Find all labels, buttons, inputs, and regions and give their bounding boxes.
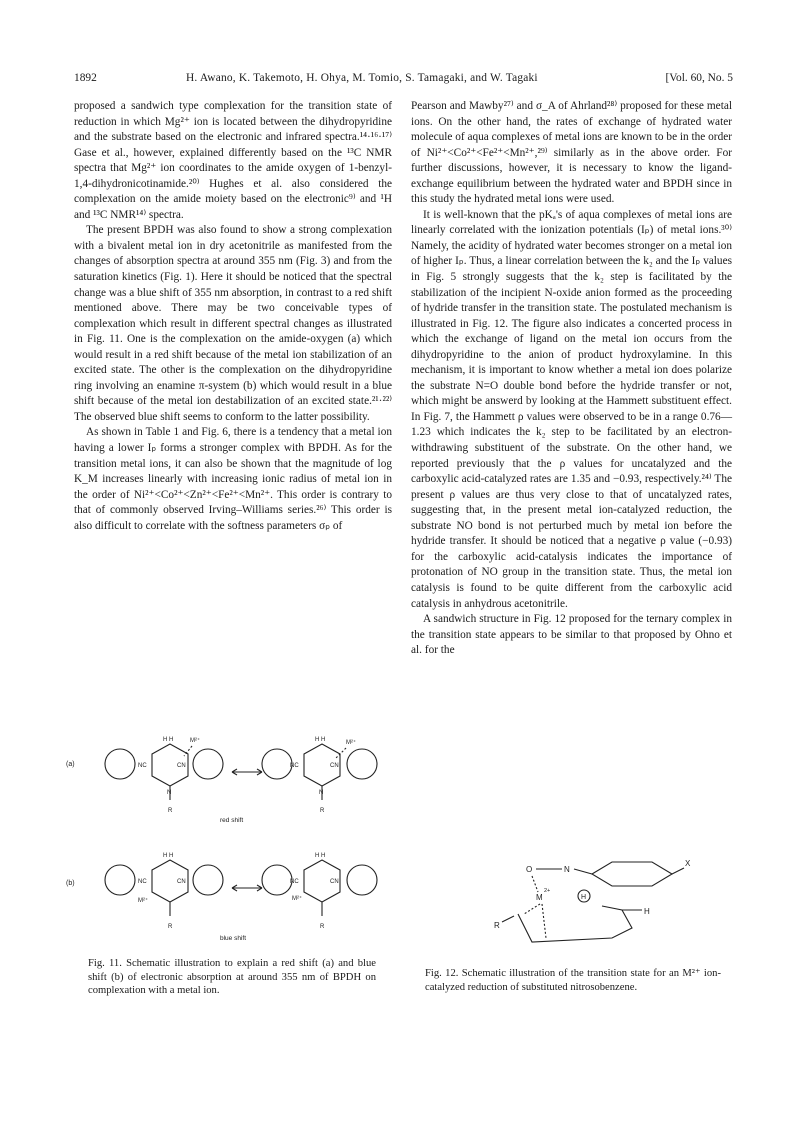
right-paragraph-3: A sandwich structure in Fig. 12 proposed for the ternary complex in the transition state appears to be similar to that proposed by Ohno et al. for the — [411, 613, 732, 657]
fig12-r: R — [494, 921, 500, 930]
fig12-dihydropyridine-ring — [518, 906, 632, 942]
fig11b-left-nc: NC — [138, 879, 147, 885]
fig12-h: H — [644, 907, 650, 916]
fig11b-left-cn: CN — [177, 879, 186, 885]
figure-11-diagram — [62, 737, 397, 947]
fig11a-right-cn: CN — [330, 763, 339, 769]
fig11a-right-n: N — [319, 790, 324, 796]
fig11-label-a: (a) — [66, 761, 75, 768]
fig11a-left-pyrrolidine-2 — [193, 749, 223, 779]
fig11b-right-pyrrolidine — [262, 865, 292, 895]
fig11a-left-hh: H H — [163, 737, 174, 743]
fig12-hydride-h: H — [581, 894, 587, 901]
left-paragraph-1: proposed a sandwich type complexation for the transition state of reduction in which Mg²⁺ ion is located between the dihydropyridine and the substrate based on the electronic and infrared spectra.¹⁴·¹⁶·¹⁷⁾ Gase et al., however, explained differently based on the ¹³C NMR spectra that Mg²⁺ ion coordinates to the amide oxygen of 1-benzyl-1,4-dihydronicotinamide.²⁰⁾ Hughes et al. also considered the complexation on the amide moiety based on the electronic⁹⁾ and ¹H and ¹³C NMR¹⁴⁾ spectra. — [74, 100, 392, 221]
header-authors: H. Awano, K. Takemoto, H. Ohya, M. Tomio, S. Tamagaki, and W. Tagaki — [186, 72, 538, 84]
fig11-red-shift-label: red shift — [220, 817, 244, 824]
fig11b-right-cn: CN — [330, 879, 339, 885]
fig11b-left-metal: M²⁺ — [138, 898, 149, 904]
fig11b-left-pyrrolidine — [105, 865, 135, 895]
fig11a-left-cn: CN — [177, 763, 186, 769]
fig11a-left-metal: M²⁺ — [190, 738, 201, 744]
fig11b-left-hh: H H — [163, 853, 174, 859]
fig11a-right-r: R — [320, 808, 325, 814]
fig12-o: O — [526, 865, 533, 874]
figure-12-caption: Fig. 12. Schematic illustration of the transition state for an M²⁺ ion-catalyzed reduction of substituted nitrosobenzene. — [425, 968, 721, 993]
header-journal: [Vol. 60, No. 5 — [665, 72, 733, 84]
right-paragraph-1: Pearson and Mawby²⁷⁾ and σ_A of Ahrland²⁸⁾ proposed for these metal ions. On the other hand, the rates of exchange of hydrated water molecule of aqua complexes of metal ions are known to be in the order of Ni²⁺<Co²⁺<Fe²⁺<Mn²⁺,²⁹⁾ similarly as in the above order. For further discussions, however, it is necessary to know the ligand-exchange equilibrium between the hydrated water and BPDH since in this study the hydrated metal ions were used. — [411, 100, 732, 206]
fig12-charge: 2+ — [544, 888, 551, 894]
fig11b-right-r: R — [320, 924, 325, 930]
left-paragraph-3: As shown in Table 1 and Fig. 6, there is a tendency that a metal ion having a lower Iₚ forms a stronger complex with BPDH. As for the transition metal ions, it can also be shown that the magnitude of log K_M increases linearly with increasing ionic radius of metal ion in the order of Ni²⁺<Co²⁺<Zn²⁺<Fe²⁺<Mn²⁺. This order is contrary to that of commonly observed Irving–Williams series.²⁶⁾ This order is also difficult to correlate with the softness parameters σₚ of — [74, 426, 392, 532]
page-number: 1892 — [74, 72, 97, 84]
fig12-x: X — [685, 859, 691, 868]
fig11a-left-nc: NC — [138, 763, 147, 769]
fig11-blue-shift-label: blue shift — [220, 935, 247, 942]
left-column — [74, 99, 392, 534]
figure-11-caption: Fig. 11. Schematic illustration to explain a red shift (a) and blue shift (b) of electronic absorption at around 355 nm of BPDH on complexation with a metal ion. — [88, 958, 376, 997]
fig11b-right-nc: NC — [290, 879, 299, 885]
fig12-metal: M — [536, 893, 543, 902]
fig11b-right-hh: H H — [315, 853, 326, 859]
fig11b-right-metal: M²⁺ — [292, 896, 303, 902]
right-paragraph-2: It is well-known that the pKₐ's of aqua complexes of metal ions are linearly correlated with the ionization potentials (Iₚ) of metal ions.³⁰⁾ Namely, the acidity of hydrated water becomes stronger on a metal ion of higher Iₚ. Thus, a linear correlation between the k₂ and the Iₚ values in Fig. 5 strongly suggests that the k₂ step is facilitated by the stabilization of the incipient N-oxide anion formed as the proceeding of hydride transfer in the transition state. The postulated mechanism is illustrated in Fig. 12. The figure also indicates a concerted process in which the exchange of ligand on the metal ion occurs from the dihydropyridine to the anion of product hydroxylamine. In this mechanism, it is important to know whether a metal ion does polarize the substrate N=O double bond before the hydride transfer or not, which might be answerd by looking at the Hammett substituent effect. In Fig. 7, the Hammett ρ values were observed to be in a range 0.76—1.23 which indicates the k₂ step to be facilitated by an electron-withdrawing substituent of the substrate. On the other hand, we reported previously that the ρ values for uncatalyzed and the carboxylic acid-catalyzed rates are 1.35 and −0.93, respectively.²⁴⁾ The present ρ values are thus very close to that of uncatalyzed rates, suggesting that, in the present metal ion-catalyzed reduction, the substrate NO bond is not perturbed much by metal ion before the hydride transfer. It should be noticed that a negative ρ value (−0.93) for the carboxylic acid-catalysis indicates the importance of protonation of NO group in the transition state. Thus, the metal ion catalysis is found to be quite different from the carboxylic acid catalysis in anhydrous acetonitrile. — [411, 208, 732, 610]
fig11a-right-metal: M²⁺ — [346, 740, 357, 746]
fig11b-left-r: R — [168, 924, 173, 930]
fig12-n: N — [564, 865, 570, 874]
fig11a-right-hh: H H — [315, 737, 326, 743]
figure-12-diagram — [462, 848, 712, 948]
fig11a-right-pyrrolidine-2 — [347, 749, 377, 779]
fig11a-left-pyrrolidine — [105, 749, 135, 779]
fig11a-right-pyrrolidine — [262, 749, 292, 779]
running-header — [74, 72, 733, 88]
left-paragraph-2: The present BPDH was also found to show a strong complexation with a bivalent metal ion in dry acetonitrile as manifested from the changes of absorption spectra at around 355 nm (Fig. 3) and from the saturation kinetics (Fig. 1). Here it should be noticed that the spectral change was a blue shift of 355 nm absorption, in contrast to a red shift mentioned above. There may be two conceivable types of complexation which result in different spectral changes as illustrated in Fig. 11. One is the complexation on the amide-oxygen (a) which would result in a red shift because of the metal ion stabilization of an excited state. The other is the complexation on the dihydropyridine ring involving an enamine π-system (b) which would result in a blue shift because of the metal ion destabilization of an excited state.²¹·²²⁾ The observed blue shift seems to conform to the latter possibility. — [74, 224, 392, 423]
right-column — [411, 99, 732, 659]
fig11-label-b: (b) — [66, 880, 75, 887]
fig11b-right-pyrrolidine-2 — [347, 865, 377, 895]
fig11a-left-n: N — [167, 790, 172, 796]
fig11a-left-r: R — [168, 808, 173, 814]
fig11b-left-pyrrolidine-2 — [193, 865, 223, 895]
fig12-benzene-ring — [592, 862, 672, 886]
fig11a-right-nc: NC — [290, 763, 299, 769]
